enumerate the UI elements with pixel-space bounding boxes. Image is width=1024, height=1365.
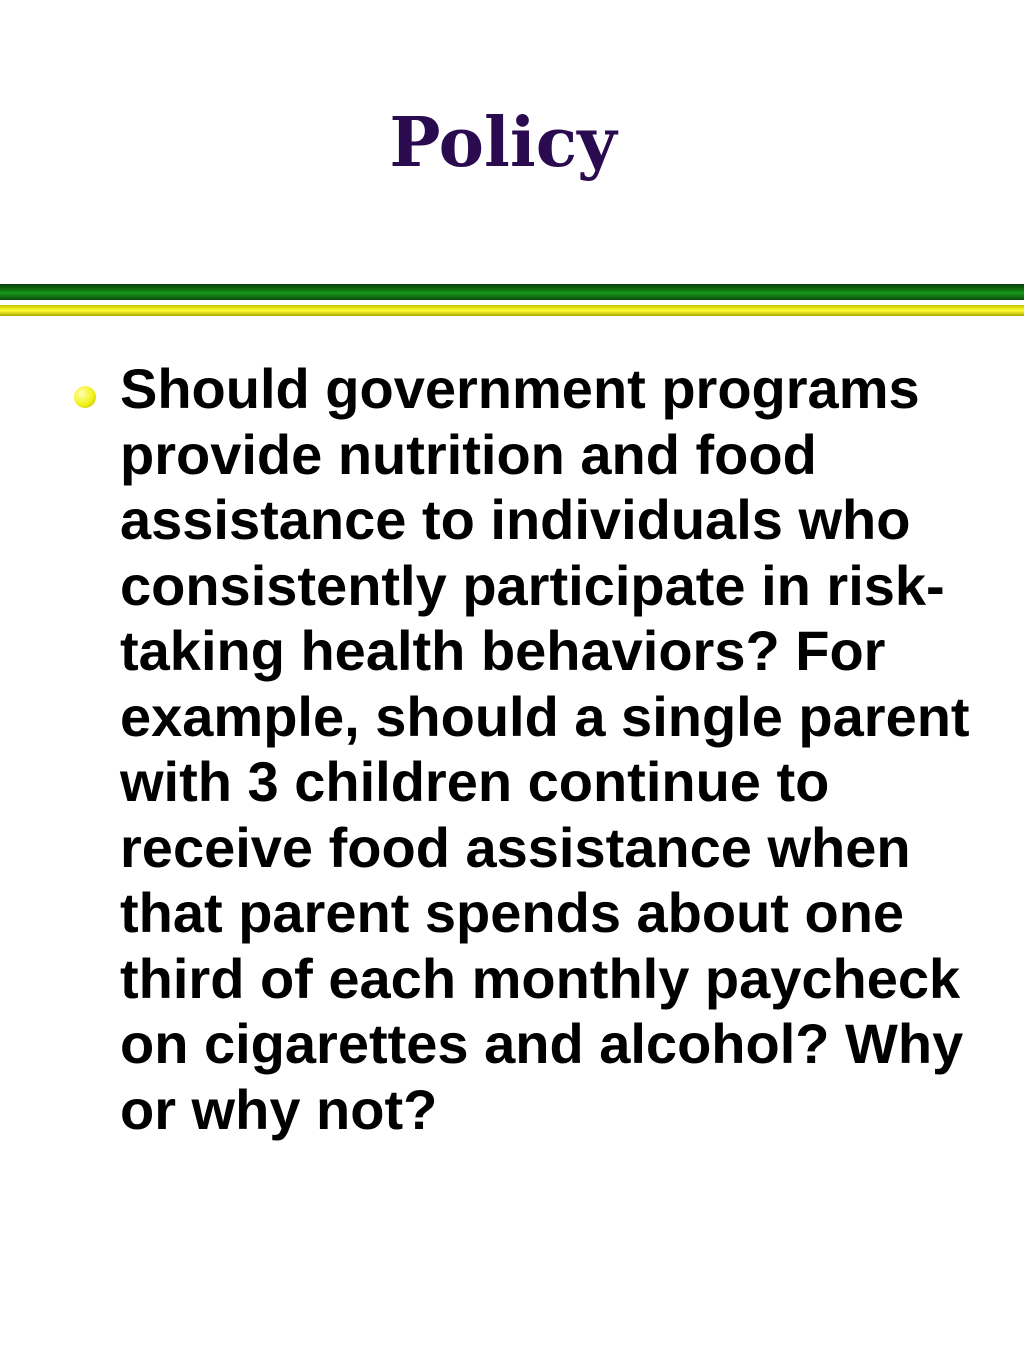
bullet-text: Should government programs provide nutrition and food assistance to individuals who consistently participate in risk-taking health behaviors? For example, should a single parent with 3 children continue to receive food assistance when that parent spends about one third of each monthly paycheck on cigarettes and alcohol? Why or why not? xyxy=(120,357,970,1141)
yellow-divider xyxy=(0,305,1024,316)
slide-title: Policy xyxy=(389,103,617,183)
bullet-dot-icon xyxy=(74,386,96,408)
green-divider xyxy=(0,284,1024,300)
